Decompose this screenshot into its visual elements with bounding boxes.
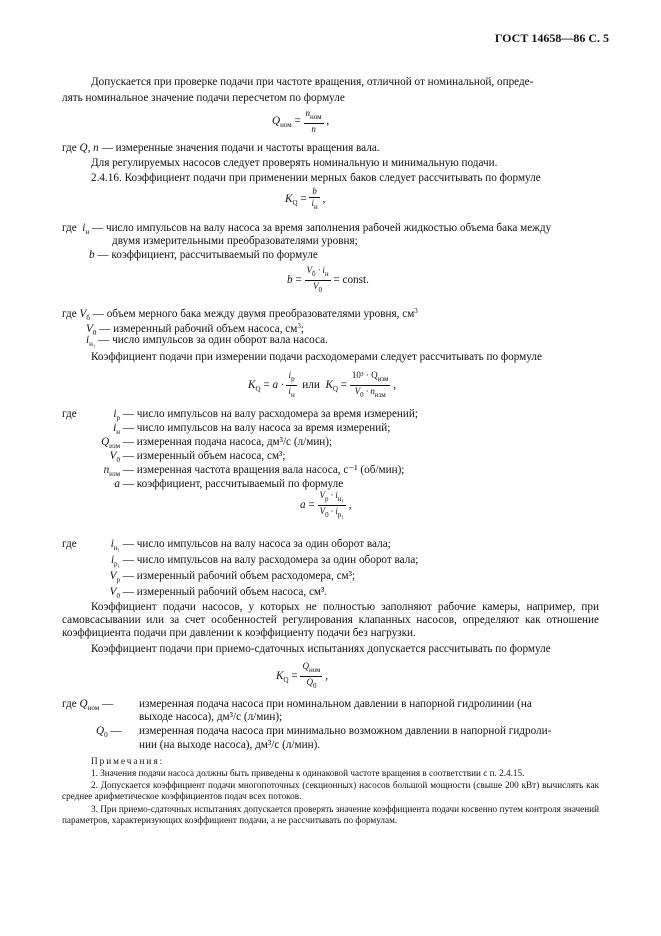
paragraph-line: Коэффициент подачи при измерении подачи расходомерами следует рассчитывать по формуле [91, 351, 542, 363]
paragraph-line: Для регулируемых насосов следует проверять номинальную и минимальную подачи. [91, 157, 498, 169]
formula-b: b = $\frac{V_б \cdot i_н}{V_0}$ = const. [287, 265, 369, 294]
definition-row: $V_0$ — измеренный рабочий объем насоса, $см^3$; [86, 322, 304, 337]
definition-text: измеренная подача насоса при номинальном давлении в напорной гидролинии (на [139, 698, 532, 710]
paragraph-line: Допускается при проверке подачи при частоте вращения, отличной от номинальной, опреде- [91, 76, 534, 88]
definition-prefix: где [62, 408, 77, 420]
definition-row: $V_р$ — измеренный рабочий объем расходомера, см³; [109, 570, 356, 584]
formula-q-nom: $Q_{ном}$ = $\frac{n_{ном}}{n}$ , [272, 108, 330, 134]
definition-row: где $Q_{ном}$ — [62, 698, 114, 712]
definition-text: измеренная подача насоса при минимально возможном давлении в напорной гидроли- [139, 725, 552, 737]
definition-row: $i_{р_1}$ — число импульсов на валу расходомера за один оборот вала; [110, 554, 419, 568]
notes-title: Примечания: [91, 756, 165, 766]
definition-row: где $V_б$ — объем мерного бака между двумя преобразователями уровня, $см^3$ [62, 307, 418, 322]
formula-kq-b: $K_Q$ = $\frac{b}{i_н}$ , [285, 186, 326, 211]
definition-cont: нии (на выходе насоса), дм³/с (л/мин). [139, 739, 321, 751]
definition-row: где $i_н$ — число импульсов на валу насоса за время заполнения рабочей жидкостью объема бака между [62, 222, 552, 236]
note-3: 3. При приемо-сдаточных испытаниях допускается проверять значение коэффициента подачи косвенно путем контроля значений параметров, характеризующих коэффициент подачи, а не рассчитывать по формулам. [62, 804, 599, 825]
paragraph-line: Коэффициент подачи при приемо-сдаточных испытаниях допускается рассчитывать по формуле [91, 643, 551, 655]
definition-row: $n_{изм}$ — измеренная частота вращения вала насоса, с⁻¹ (об/мин); [103, 464, 405, 478]
paragraph: Коэффициент подачи насосов, у которых не полностью заполняют рабочие камеры, например, при самовсасывании или за счет особенностей регулирования клапанных насосов, определяют как отношение коэффициента подачи при давлении к коэффициенту подачи без нагрузки. [62, 601, 599, 639]
paragraph-line: 2.4.16. Коэффициент подачи при применении мерных баков следует рассчитывать по формуле [91, 172, 541, 184]
formula-kq-acceptance: $K_Q$ = $\frac{Q_{ном}}{Q_0}$ , [276, 661, 329, 690]
definition-row: $V_0$ — измеренный объем насоса, см³; [109, 450, 286, 464]
paragraph-line: лять номинальное значение подачи пересчетом по формуле [62, 92, 345, 104]
definition-cont: двумя измерительными преобразователями уровня; [112, 235, 358, 247]
definition-row: где Q, n — измеренные значения подачи и частоты вращения вала. [62, 142, 380, 154]
definition-row: $Q_{изм}$ — измеренная подача насоса, дм³/с (л/мин); [101, 436, 333, 450]
definition-prefix: где [62, 538, 77, 550]
definition-row: $V_0$ — измеренный рабочий объем насоса, см³. [109, 586, 328, 600]
definition-row: a — коэффициент, рассчитываемый по формуле [114, 478, 344, 490]
definition-cont: выходе насоса), дм³/с (л/мин); [139, 711, 283, 723]
formula-kq-flowmeter: $K_Q = a$ · $\frac{i_р}{i_н}$ или $K_Q$ = $\frac{10^3 \cdot Q_{изм}}{V_0 \cdot n_{изм}}$ , [248, 370, 397, 399]
definition-row: $i_{н_1}$ — число импульсов за один оборот вала насоса. [86, 334, 328, 348]
definition-row: $i_р$ — число импульсов на валу расходомера за время измерений; [113, 408, 418, 422]
note-2: 2. Допускается коэффициент подачи многопоточных (секционных) насосов большой мощности (свыше 200 кВт) вычислять как среднее арифметическое коэффициентов подач всех потоков. [62, 780, 599, 801]
definition-row: $Q_0$ — [96, 725, 122, 739]
note-1: 1. Значения подачи насоса должны быть приведены к одинаковой частоте вращения в соответствии с п. 2.4.15. [91, 768, 525, 778]
definition-row: $i_н$ — число импульсов на валу насоса за время измерений; [113, 422, 391, 436]
page-header: ГОСТ 14658—86 С. 5 [494, 31, 609, 45]
formula-a: a = $\frac{V_р \cdot i_{н_1}}{V_0 \cdot i_{р_1}}$ , [300, 490, 352, 519]
definition-row: $i_{н_1}$ — число импульсов на валу насоса за один оборот вала; [110, 538, 391, 552]
definition-row: b — коэффициент, рассчитываемый по формуле [89, 249, 318, 261]
